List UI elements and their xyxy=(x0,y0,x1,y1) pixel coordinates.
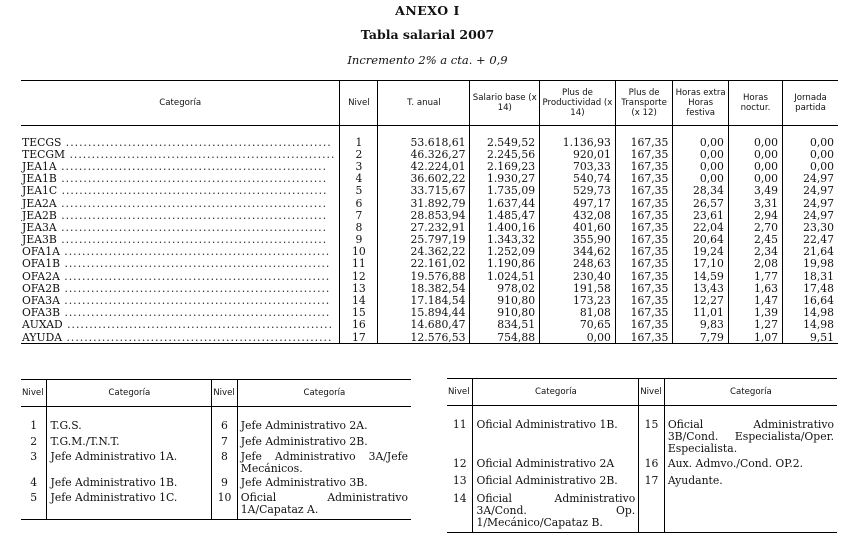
cell-horas-extra: 11,01 xyxy=(673,307,729,319)
category-code: JEA2B xyxy=(22,209,57,222)
cell-categoria xyxy=(21,258,340,270)
cell-horas-noctur: 0,00 xyxy=(728,148,782,160)
legend-level: 14 xyxy=(447,487,473,533)
legend-row xyxy=(21,475,411,489)
cell-salario-base: 1.735,09 xyxy=(470,185,540,197)
cell-t-anual: 14.680,47 xyxy=(378,319,470,331)
cell-nivel: 7 xyxy=(340,209,378,221)
cell-t-anual: 42.224,01 xyxy=(378,160,470,172)
legend-level: 12 xyxy=(452,457,467,470)
increment-subtitle: Incremento 2% a cta. + 0,9 xyxy=(347,53,508,67)
cell-salario-base: 2.549,52 xyxy=(470,126,540,149)
legend-category: Aux. Admvo./Cond. OP.2. xyxy=(664,455,837,470)
cell-plus-transporte: 167,35 xyxy=(615,221,673,233)
category-code: JEA2A xyxy=(22,196,57,210)
cell-plus-productividad: 920,01 xyxy=(540,148,616,160)
cell-categoria xyxy=(21,221,340,233)
header-t-anual: T. anual xyxy=(378,81,470,126)
legend-level: 16 xyxy=(639,455,665,470)
cell-categoria xyxy=(21,270,340,282)
header-nivel: Nivel xyxy=(340,81,378,126)
cell-jornada-partida: 0,00 xyxy=(783,148,838,160)
cell-salario-base: 1.343,32 xyxy=(470,234,540,246)
cell-nivel: 6 xyxy=(340,197,378,209)
cell-horas-extra: 0,00 xyxy=(673,148,729,160)
cell-t-anual: 33.715,67 xyxy=(378,185,470,197)
category-legend-right xyxy=(447,378,837,533)
legend-row xyxy=(447,487,837,533)
cell-nivel: 16 xyxy=(340,319,378,331)
cell-t-anual: 31.892,79 xyxy=(378,197,470,209)
dot-leader: ............................................................ xyxy=(62,331,333,344)
dot-leader: ............................................................ xyxy=(56,160,328,173)
table-row xyxy=(21,319,838,331)
dot-leader: ............................................................ xyxy=(60,306,331,319)
legend-category: Oficial Administrativo 1B. xyxy=(473,406,639,456)
salary-table xyxy=(21,80,838,344)
legend-row xyxy=(447,406,837,456)
cell-t-anual: 25.797,19 xyxy=(378,234,470,246)
legend-category: Jefe Administrativo 2A. xyxy=(237,407,411,433)
category-code: OFA3B xyxy=(22,306,61,319)
cell-horas-extra: 28,34 xyxy=(673,185,729,197)
cell-plus-productividad: 355,90 xyxy=(540,234,616,246)
cell-plus-productividad: 191,58 xyxy=(540,282,616,294)
table-row xyxy=(21,126,838,149)
legend-level: 13 xyxy=(452,474,467,487)
cell-nivel: 17 xyxy=(340,331,378,344)
category-code: JEA1C xyxy=(22,184,58,197)
cell-jornada-partida: 14,98 xyxy=(783,319,838,331)
cell-plus-transporte: 167,35 xyxy=(615,160,673,172)
cell-categoria xyxy=(21,209,340,221)
cell-jornada-partida: 23,30 xyxy=(783,221,838,233)
cell-categoria xyxy=(21,282,340,294)
cell-categoria xyxy=(21,307,340,319)
cell-plus-productividad: 432,08 xyxy=(540,209,616,221)
cell-plus-productividad: 81,08 xyxy=(540,307,616,319)
cell-horas-extra: 26,57 xyxy=(673,197,729,209)
cell-jornada-partida: 24,97 xyxy=(783,197,838,209)
header-horas-extra: Horas extra Horas festiva xyxy=(673,81,729,126)
cell-salario-base: 1.252,09 xyxy=(470,246,540,258)
cell-jornada-partida: 9,51 xyxy=(783,331,838,344)
cell-nivel: 3 xyxy=(340,160,378,172)
cell-horas-noctur: 2,94 xyxy=(728,209,782,221)
cell-jornada-partida: 0,00 xyxy=(783,126,838,149)
legend-level: 15 xyxy=(639,406,665,456)
dot-leader: ............................................................ xyxy=(56,221,328,234)
cell-horas-noctur: 2,45 xyxy=(728,234,782,246)
legend-category: Jefe Administrativo 1B. xyxy=(47,475,212,489)
cell-jornada-partida: 24,97 xyxy=(783,185,838,197)
dot-leader: ............................................................ xyxy=(56,196,328,210)
cell-plus-transporte: 167,35 xyxy=(615,307,673,319)
cell-t-anual: 46.326,27 xyxy=(378,148,470,160)
cell-t-anual: 24.362,22 xyxy=(378,246,470,258)
legend-row xyxy=(447,455,837,470)
legend-category: Jefe Administrativo 2B. xyxy=(237,432,411,448)
cell-horas-noctur: 1,27 xyxy=(728,319,782,331)
cell-horas-noctur: 0,00 xyxy=(728,173,782,185)
cell-horas-extra: 9,83 xyxy=(673,319,729,331)
cell-jornada-partida: 18,31 xyxy=(783,270,838,282)
cell-horas-noctur: 1,39 xyxy=(728,307,782,319)
legend-level: 4 xyxy=(30,476,38,489)
cell-horas-extra: 14,59 xyxy=(673,270,729,282)
cell-horas-extra: 22,04 xyxy=(673,221,729,233)
cell-horas-extra: 7,79 xyxy=(673,331,729,344)
cell-plus-transporte: 167,35 xyxy=(615,270,673,282)
cell-nivel: 2 xyxy=(340,148,378,160)
cell-horas-noctur: 0,00 xyxy=(728,160,782,172)
cell-plus-productividad: 248,63 xyxy=(540,258,616,270)
table-title: Tabla salarial 2007 xyxy=(360,27,495,42)
category-code: AUXAD xyxy=(22,318,63,331)
legend-header-category: Categoría xyxy=(664,379,837,406)
cell-nivel: 8 xyxy=(340,221,378,233)
cell-jornada-partida: 14,98 xyxy=(783,307,838,319)
legend-category: Oficial Administrativo 1A/Capataz A. xyxy=(237,489,411,520)
legend-level: 3 xyxy=(30,450,38,463)
cell-horas-noctur: 1,47 xyxy=(728,294,782,306)
cell-nivel: 1 xyxy=(340,126,378,149)
legend-level: 7 xyxy=(212,432,238,448)
table-row xyxy=(21,331,838,344)
cell-plus-transporte: 167,35 xyxy=(615,319,673,331)
cell-t-anual: 27.232,91 xyxy=(378,221,470,233)
cell-plus-transporte: 167,35 xyxy=(615,246,673,258)
cell-plus-productividad: 540,74 xyxy=(540,173,616,185)
legend-category: T.G.S. xyxy=(47,407,212,433)
table-row xyxy=(21,160,838,172)
cell-plus-productividad: 529,73 xyxy=(540,185,616,197)
table-row xyxy=(21,234,838,246)
cell-horas-extra: 20,64 xyxy=(673,234,729,246)
category-code: TECGS xyxy=(22,135,62,149)
cell-t-anual: 18.382,54 xyxy=(378,282,470,294)
header-jornada-partida: Jornada partida xyxy=(783,81,838,126)
cell-categoria xyxy=(21,294,340,306)
legend-category: Ayudante. xyxy=(664,470,837,487)
legend-header-category: Categoría xyxy=(47,380,212,407)
cell-nivel: 12 xyxy=(340,270,378,282)
category-code: OFA2B xyxy=(22,282,61,295)
cell-horas-noctur: 1,07 xyxy=(728,331,782,344)
category-code: OFA1A xyxy=(22,245,60,258)
cell-plus-productividad: 70,65 xyxy=(540,319,616,331)
legend-row xyxy=(21,407,411,433)
header-categoria: Categoría xyxy=(21,81,340,126)
cell-jornada-partida: 24,97 xyxy=(783,173,838,185)
dot-leader: ............................................................ xyxy=(59,294,331,307)
table-row xyxy=(21,173,838,185)
cell-jornada-partida: 19,98 xyxy=(783,258,838,270)
category-code: OFA1B xyxy=(22,257,61,271)
legend-level: 8 xyxy=(212,448,238,475)
table-row xyxy=(21,294,838,306)
category-code: TECGM xyxy=(22,148,66,161)
legend-header-category: Categoría xyxy=(473,379,639,406)
cell-categoria xyxy=(21,331,340,344)
category-code: JEA3B xyxy=(22,233,57,246)
table-row xyxy=(21,307,838,319)
cell-plus-productividad: 401,60 xyxy=(540,221,616,233)
dot-leader: ............................................................ xyxy=(61,135,332,149)
cell-salario-base: 910,80 xyxy=(470,294,540,306)
category-code: OFA2A xyxy=(22,270,60,283)
cell-horas-noctur: 2,70 xyxy=(728,221,782,233)
cell-salario-base: 1.400,16 xyxy=(470,221,540,233)
dot-leader: ............................................................ xyxy=(56,172,328,185)
legend-category: Jefe Administrativo 1C. xyxy=(47,489,212,520)
legend-category: Jefe Administrativo 1A. xyxy=(47,448,212,475)
dot-leader: ............................................................ xyxy=(60,282,331,295)
legend-category: Oficial Administrativo 3B/Cond. Especialista/Oper. Especialista. xyxy=(664,406,837,456)
cell-horas-noctur: 2,34 xyxy=(728,246,782,258)
legend-row xyxy=(21,489,411,520)
cell-nivel: 15 xyxy=(340,307,378,319)
legend-level: 11 xyxy=(452,418,467,431)
dot-leader: ............................................................ xyxy=(59,270,331,283)
cell-plus-productividad: 344,62 xyxy=(540,246,616,258)
header-plus-transporte: Plus de Transporte (x 12) xyxy=(615,81,673,126)
cell-salario-base: 1.930,27 xyxy=(470,173,540,185)
legend-level: 2 xyxy=(30,435,38,448)
cell-plus-productividad: 230,40 xyxy=(540,270,616,282)
header-horas-noctur: Horas noctur. xyxy=(728,81,782,126)
cell-plus-transporte: 167,35 xyxy=(615,126,673,149)
dot-leader: ............................................................ xyxy=(56,209,328,222)
cell-horas-extra: 0,00 xyxy=(673,160,729,172)
dot-leader: ............................................................ xyxy=(60,257,331,271)
legend-header-category: Categoría xyxy=(237,380,411,407)
cell-categoria xyxy=(21,246,340,258)
category-code: JEA1B xyxy=(22,172,57,185)
table-row xyxy=(21,148,838,160)
legend-header-level: Nivel xyxy=(447,379,473,406)
cell-salario-base: 2.169,23 xyxy=(470,160,540,172)
cell-horas-noctur: 3,31 xyxy=(728,197,782,209)
cell-plus-transporte: 167,35 xyxy=(615,173,673,185)
cell-plus-productividad: 1.136,93 xyxy=(540,126,616,149)
category-code: AYUDA xyxy=(22,331,63,344)
cell-nivel: 5 xyxy=(340,185,378,197)
cell-horas-extra: 0,00 xyxy=(673,126,729,149)
cell-horas-noctur: 0,00 xyxy=(728,126,782,149)
dot-leader: ............................................................ xyxy=(56,233,328,246)
table-row xyxy=(21,258,838,270)
cell-t-anual: 15.894,44 xyxy=(378,307,470,319)
cell-horas-noctur: 3,49 xyxy=(728,185,782,197)
cell-plus-transporte: 167,35 xyxy=(615,185,673,197)
dot-leader: ............................................................ xyxy=(57,184,328,197)
cell-t-anual: 17.184,54 xyxy=(378,294,470,306)
cell-t-anual: 12.576,53 xyxy=(378,331,470,344)
cell-salario-base: 1.190,86 xyxy=(470,258,540,270)
legend-row xyxy=(447,470,837,487)
cell-jornada-partida: 0,00 xyxy=(783,160,838,172)
cell-jornada-partida: 17,48 xyxy=(783,282,838,294)
legend-category: Jefe Administrativo 3B. xyxy=(237,475,411,489)
cell-plus-transporte: 167,35 xyxy=(615,197,673,209)
cell-horas-noctur: 2,08 xyxy=(728,258,782,270)
cell-categoria xyxy=(21,173,340,185)
cell-salario-base: 978,02 xyxy=(470,282,540,294)
legend-row xyxy=(21,448,411,475)
legend-level: 6 xyxy=(212,407,238,433)
cell-categoria xyxy=(21,185,340,197)
cell-t-anual: 53.618,61 xyxy=(378,126,470,149)
legend-level: 5 xyxy=(21,489,47,520)
cell-horas-extra: 0,00 xyxy=(673,173,729,185)
cell-jornada-partida: 21,64 xyxy=(783,246,838,258)
cell-nivel: 10 xyxy=(340,246,378,258)
cell-salario-base: 754,88 xyxy=(470,331,540,344)
cell-horas-noctur: 1,77 xyxy=(728,270,782,282)
cell-jornada-partida: 22,47 xyxy=(783,234,838,246)
cell-t-anual: 22.161,02 xyxy=(378,258,470,270)
cell-salario-base: 910,80 xyxy=(470,307,540,319)
cell-salario-base: 2.245,56 xyxy=(470,148,540,160)
legend-category: Oficial Administrativo 2B. xyxy=(473,470,639,487)
cell-plus-transporte: 167,35 xyxy=(615,282,673,294)
table-row xyxy=(21,246,838,258)
cell-t-anual: 36.602,22 xyxy=(378,173,470,185)
cell-plus-transporte: 167,35 xyxy=(615,209,673,221)
table-row xyxy=(21,185,838,197)
cell-salario-base: 1.485,47 xyxy=(470,209,540,221)
legend-category: Jefe Administrativo 3A/Jefe Mecánicos. xyxy=(237,448,411,475)
cell-horas-noctur: 1,63 xyxy=(728,282,782,294)
header-plus-productividad: Plus de Productividad (x 14) xyxy=(540,81,616,126)
cell-nivel: 14 xyxy=(340,294,378,306)
category-code: JEA1A xyxy=(22,160,57,173)
cell-categoria xyxy=(21,319,340,331)
legend-category: Oficial Administrativo 3A/Cond. Op. 1/Mecánico/Capataz B. xyxy=(473,487,639,533)
cell-plus-productividad: 497,17 xyxy=(540,197,616,209)
cell-categoria xyxy=(21,197,340,209)
dot-leader: ............................................................ xyxy=(62,318,334,331)
cell-nivel: 4 xyxy=(340,173,378,185)
cell-nivel: 9 xyxy=(340,234,378,246)
cell-plus-transporte: 167,35 xyxy=(615,294,673,306)
legend-header-level: Nivel xyxy=(21,380,47,407)
legend-header-level: Nivel xyxy=(639,379,665,406)
cell-plus-transporte: 167,35 xyxy=(615,331,673,344)
cell-salario-base: 834,51 xyxy=(470,319,540,331)
legend-level: 17 xyxy=(639,470,665,487)
legend-category: Oficial Administrativo 2A xyxy=(473,455,639,470)
cell-t-anual: 28.853,94 xyxy=(378,209,470,221)
legend-category: T.G.M./T.N.T. xyxy=(47,432,212,448)
legend-level: 1 xyxy=(30,419,38,432)
cell-plus-productividad: 0,00 xyxy=(540,331,616,344)
cell-nivel: 11 xyxy=(340,258,378,270)
legend-header-level: Nivel xyxy=(212,380,238,407)
cell-salario-base: 1.637,44 xyxy=(470,197,540,209)
table-row xyxy=(21,197,838,209)
table-row xyxy=(21,270,838,282)
annex-title: ANEXO I xyxy=(395,3,460,18)
legend-level: 10 xyxy=(212,489,238,520)
cell-horas-extra: 17,10 xyxy=(673,258,729,270)
category-legend-left xyxy=(21,379,411,520)
cell-plus-transporte: 167,35 xyxy=(615,148,673,160)
cell-categoria xyxy=(21,234,340,246)
dot-leader: ............................................................ xyxy=(65,148,336,161)
cell-plus-productividad: 703,33 xyxy=(540,160,616,172)
cell-nivel: 13 xyxy=(340,282,378,294)
cell-horas-extra: 13,43 xyxy=(673,282,729,294)
cell-categoria xyxy=(21,126,340,149)
cell-plus-transporte: 167,35 xyxy=(615,234,673,246)
category-code: OFA3A xyxy=(22,294,60,307)
table-row xyxy=(21,282,838,294)
cell-categoria xyxy=(21,160,340,172)
cell-t-anual: 19.576,88 xyxy=(378,270,470,282)
header-salario-base: Salario base (x 14) xyxy=(470,81,540,126)
cell-categoria xyxy=(21,148,340,160)
cell-salario-base: 1.024,51 xyxy=(470,270,540,282)
category-code: JEA3A xyxy=(22,221,57,234)
cell-horas-extra: 23,61 xyxy=(673,209,729,221)
table-row xyxy=(21,209,838,221)
cell-plus-transporte: 167,35 xyxy=(615,258,673,270)
legend-level: 9 xyxy=(212,475,238,489)
cell-jornada-partida: 16,64 xyxy=(783,294,838,306)
legend-row xyxy=(21,432,411,448)
table-row xyxy=(21,221,838,233)
cell-jornada-partida: 24,97 xyxy=(783,209,838,221)
dot-leader: ............................................................ xyxy=(59,245,331,258)
salary-table-header xyxy=(21,81,838,126)
cell-horas-extra: 19,24 xyxy=(673,246,729,258)
cell-plus-productividad: 173,23 xyxy=(540,294,616,306)
cell-horas-extra: 12,27 xyxy=(673,294,729,306)
